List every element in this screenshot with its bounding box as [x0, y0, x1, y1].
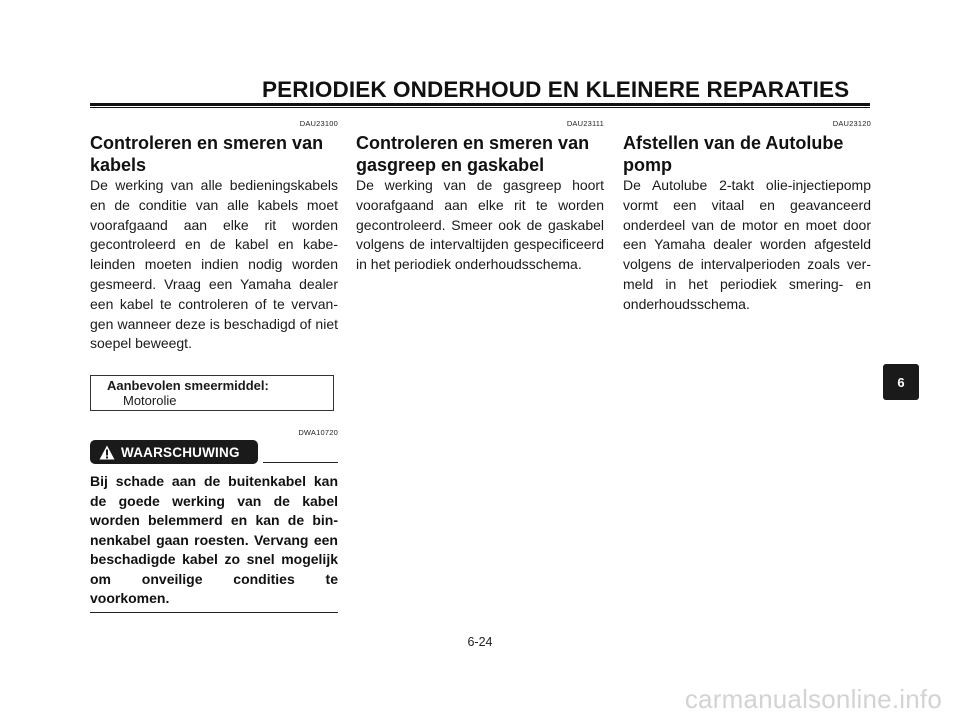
column-throttle: [356, 118, 604, 275]
section-body: De Autolube 2-takt olie-injectiepomp vormt een vitaal en geavanceerd onderdeel van de motor en moet door een Yamaha dealer worden afgesteld volgens de intervalperioden zoals vermeld in het periodiek smering- en onderhoudsschema.: [623, 177, 871, 312]
section-title-line: kabels: [90, 155, 147, 175]
lubricant-label: Aanbevolen smeermiddel:: [107, 378, 269, 394]
warning-label: WAARSCHUWING: [121, 444, 240, 460]
warning-badge: [90, 440, 258, 464]
lubricant-box: [90, 375, 334, 411]
chapter-tab[interactable]: 6: [883, 364, 919, 400]
column-cables: [90, 118, 338, 613]
section-code: DAU23100: [299, 119, 338, 128]
watermark-text: carmanualsonline.info: [684, 684, 942, 714]
section-title: [623, 132, 871, 176]
section-code: DAU23120: [832, 119, 871, 128]
section-title-line: Afstellen van de Autolube: [623, 133, 844, 153]
warning-header: [90, 440, 338, 466]
warning-bottom-rule: [90, 612, 338, 613]
warning-rule: [263, 462, 338, 463]
warning-body: Bij schade aan de buitenkabel kan de goede werking van de kabel worden belemmerd en kan de binnenkabel gaan roesten. Vervang een beschadigde kabel zo snel mogelijk om onveilige condities te voorkomen.: [90, 473, 338, 607]
section-title: [356, 132, 604, 176]
lubricant-value: Motorolie: [123, 393, 177, 409]
section-title-line: Controleren en smeren van: [356, 133, 590, 153]
section-body: De werking van de gasgreep hoort voorafgaand aan elke rit te worden gecontroleerd. Smeer ook de gaskabel volgens de intervaltijden gespecificeerd in het periodiek onderhoudsschema.: [356, 177, 604, 273]
warning-code: DWA10720: [298, 428, 338, 438]
header-rule: [90, 103, 870, 108]
warning-triangle-icon: [99, 445, 115, 460]
page-number: 6-24: [467, 635, 493, 649]
section-title-line: gasgreep en gaskabel: [356, 155, 545, 175]
section-title: [90, 132, 338, 176]
section-title-line: Controleren en smeren van: [90, 133, 324, 153]
column-autolube: [623, 118, 871, 315]
page-header-title: PERIODIEK ONDERHOUD EN KLEINERE REPARATIES: [262, 77, 850, 102]
section-code: DAU23111: [566, 119, 604, 128]
section-body: De werking van alle bedieningskabels en de conditie van alle kabels moet voorafgaand aan elke rit worden gecontroleerd en de kabel en kabeleinden moeten indien nodig worden gesmeerd. Vraag een Yamaha dealer een kabel te controleren of te vervangen wanneer deze is beschadigd of niet soepel beweegt.: [90, 177, 338, 352]
section-title-line: pomp: [623, 155, 672, 175]
